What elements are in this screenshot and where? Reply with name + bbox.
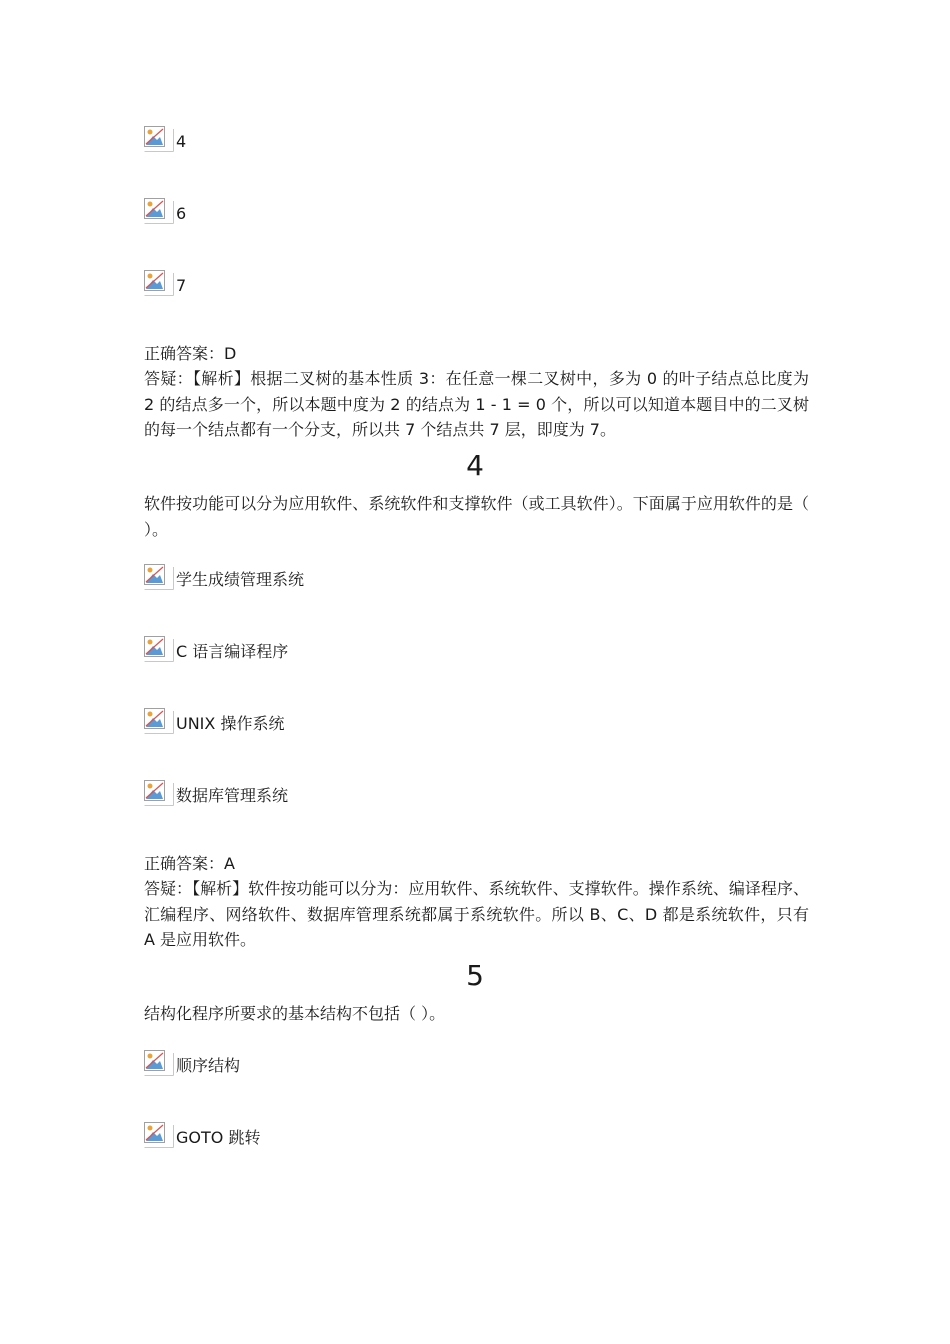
broken-image-icon bbox=[144, 636, 174, 662]
q4-option-d[interactable] bbox=[144, 776, 288, 806]
broken-image-icon bbox=[144, 1122, 174, 1148]
q3-explanation: 答疑：【解析】根据二叉树的基本性质 3：在任意一棵二叉树中，多为 0 的叶子结点总比度为 2 的结点多一个，所以本题中度为 2 的结点为 1 - 1 = 0 个，所以可以知道本题目中的二叉树的每一个结点都有一个分支，所以共 7 个结点共 7 层，即度为 7。 bbox=[144, 369, 809, 439]
q3-option-3[interactable] bbox=[144, 266, 186, 296]
q3-option-2-text: 6 bbox=[176, 204, 187, 223]
q3-answer: 正确答案：D bbox=[144, 344, 237, 363]
broken-image-icon bbox=[144, 126, 174, 152]
q4-explanation: 答疑：【解析】软件按功能可以分为：应用软件、系统软件、支撑软件。操作系统、编译程序、汇编程序、网络软件、数据库管理系统都属于系统软件。所以 B、C、D 都是系统软件，只有 A 是应用软件。 bbox=[144, 879, 809, 949]
broken-image-icon bbox=[144, 1050, 174, 1076]
q5-question-text: 结构化程序所要求的基本结构不包括（ ）。 bbox=[144, 1004, 446, 1023]
question-number-4: 4 bbox=[466, 449, 484, 482]
q4-option-c[interactable] bbox=[144, 704, 284, 734]
broken-image-icon bbox=[144, 780, 174, 806]
q4-option-c-text: UNIX 操作系统 bbox=[176, 714, 285, 733]
broken-image-icon bbox=[144, 198, 174, 224]
broken-image-icon bbox=[144, 564, 174, 590]
q3-option-1[interactable] bbox=[144, 122, 186, 152]
q5-option-a[interactable] bbox=[144, 1046, 240, 1076]
q4-question-text: 软件按功能可以分为应用软件、系统软件和支撑软件（或工具软件）。下面属于应用软件的是（ ）。 bbox=[144, 494, 809, 539]
q4-option-d-text: 数据库管理系统 bbox=[176, 786, 289, 805]
q4-option-a[interactable] bbox=[144, 560, 304, 590]
q5-option-a-text: 顺序结构 bbox=[176, 1056, 241, 1075]
q4-option-a-text: 学生成绩管理系统 bbox=[176, 570, 305, 589]
q3-option-2[interactable] bbox=[144, 194, 186, 224]
q4-option-b-text: C 语言编译程序 bbox=[176, 642, 289, 661]
q5-option-b-text: GOTO 跳转 bbox=[176, 1128, 261, 1147]
q3-option-3-text: 7 bbox=[176, 276, 187, 295]
question-number-5: 5 bbox=[466, 959, 484, 992]
broken-image-icon bbox=[144, 708, 174, 734]
q4-answer: 正确答案：A bbox=[144, 854, 235, 873]
broken-image-icon bbox=[144, 270, 174, 296]
q4-option-b[interactable] bbox=[144, 632, 288, 662]
q5-option-b[interactable] bbox=[144, 1118, 260, 1148]
q3-option-1-text: 4 bbox=[176, 132, 187, 151]
